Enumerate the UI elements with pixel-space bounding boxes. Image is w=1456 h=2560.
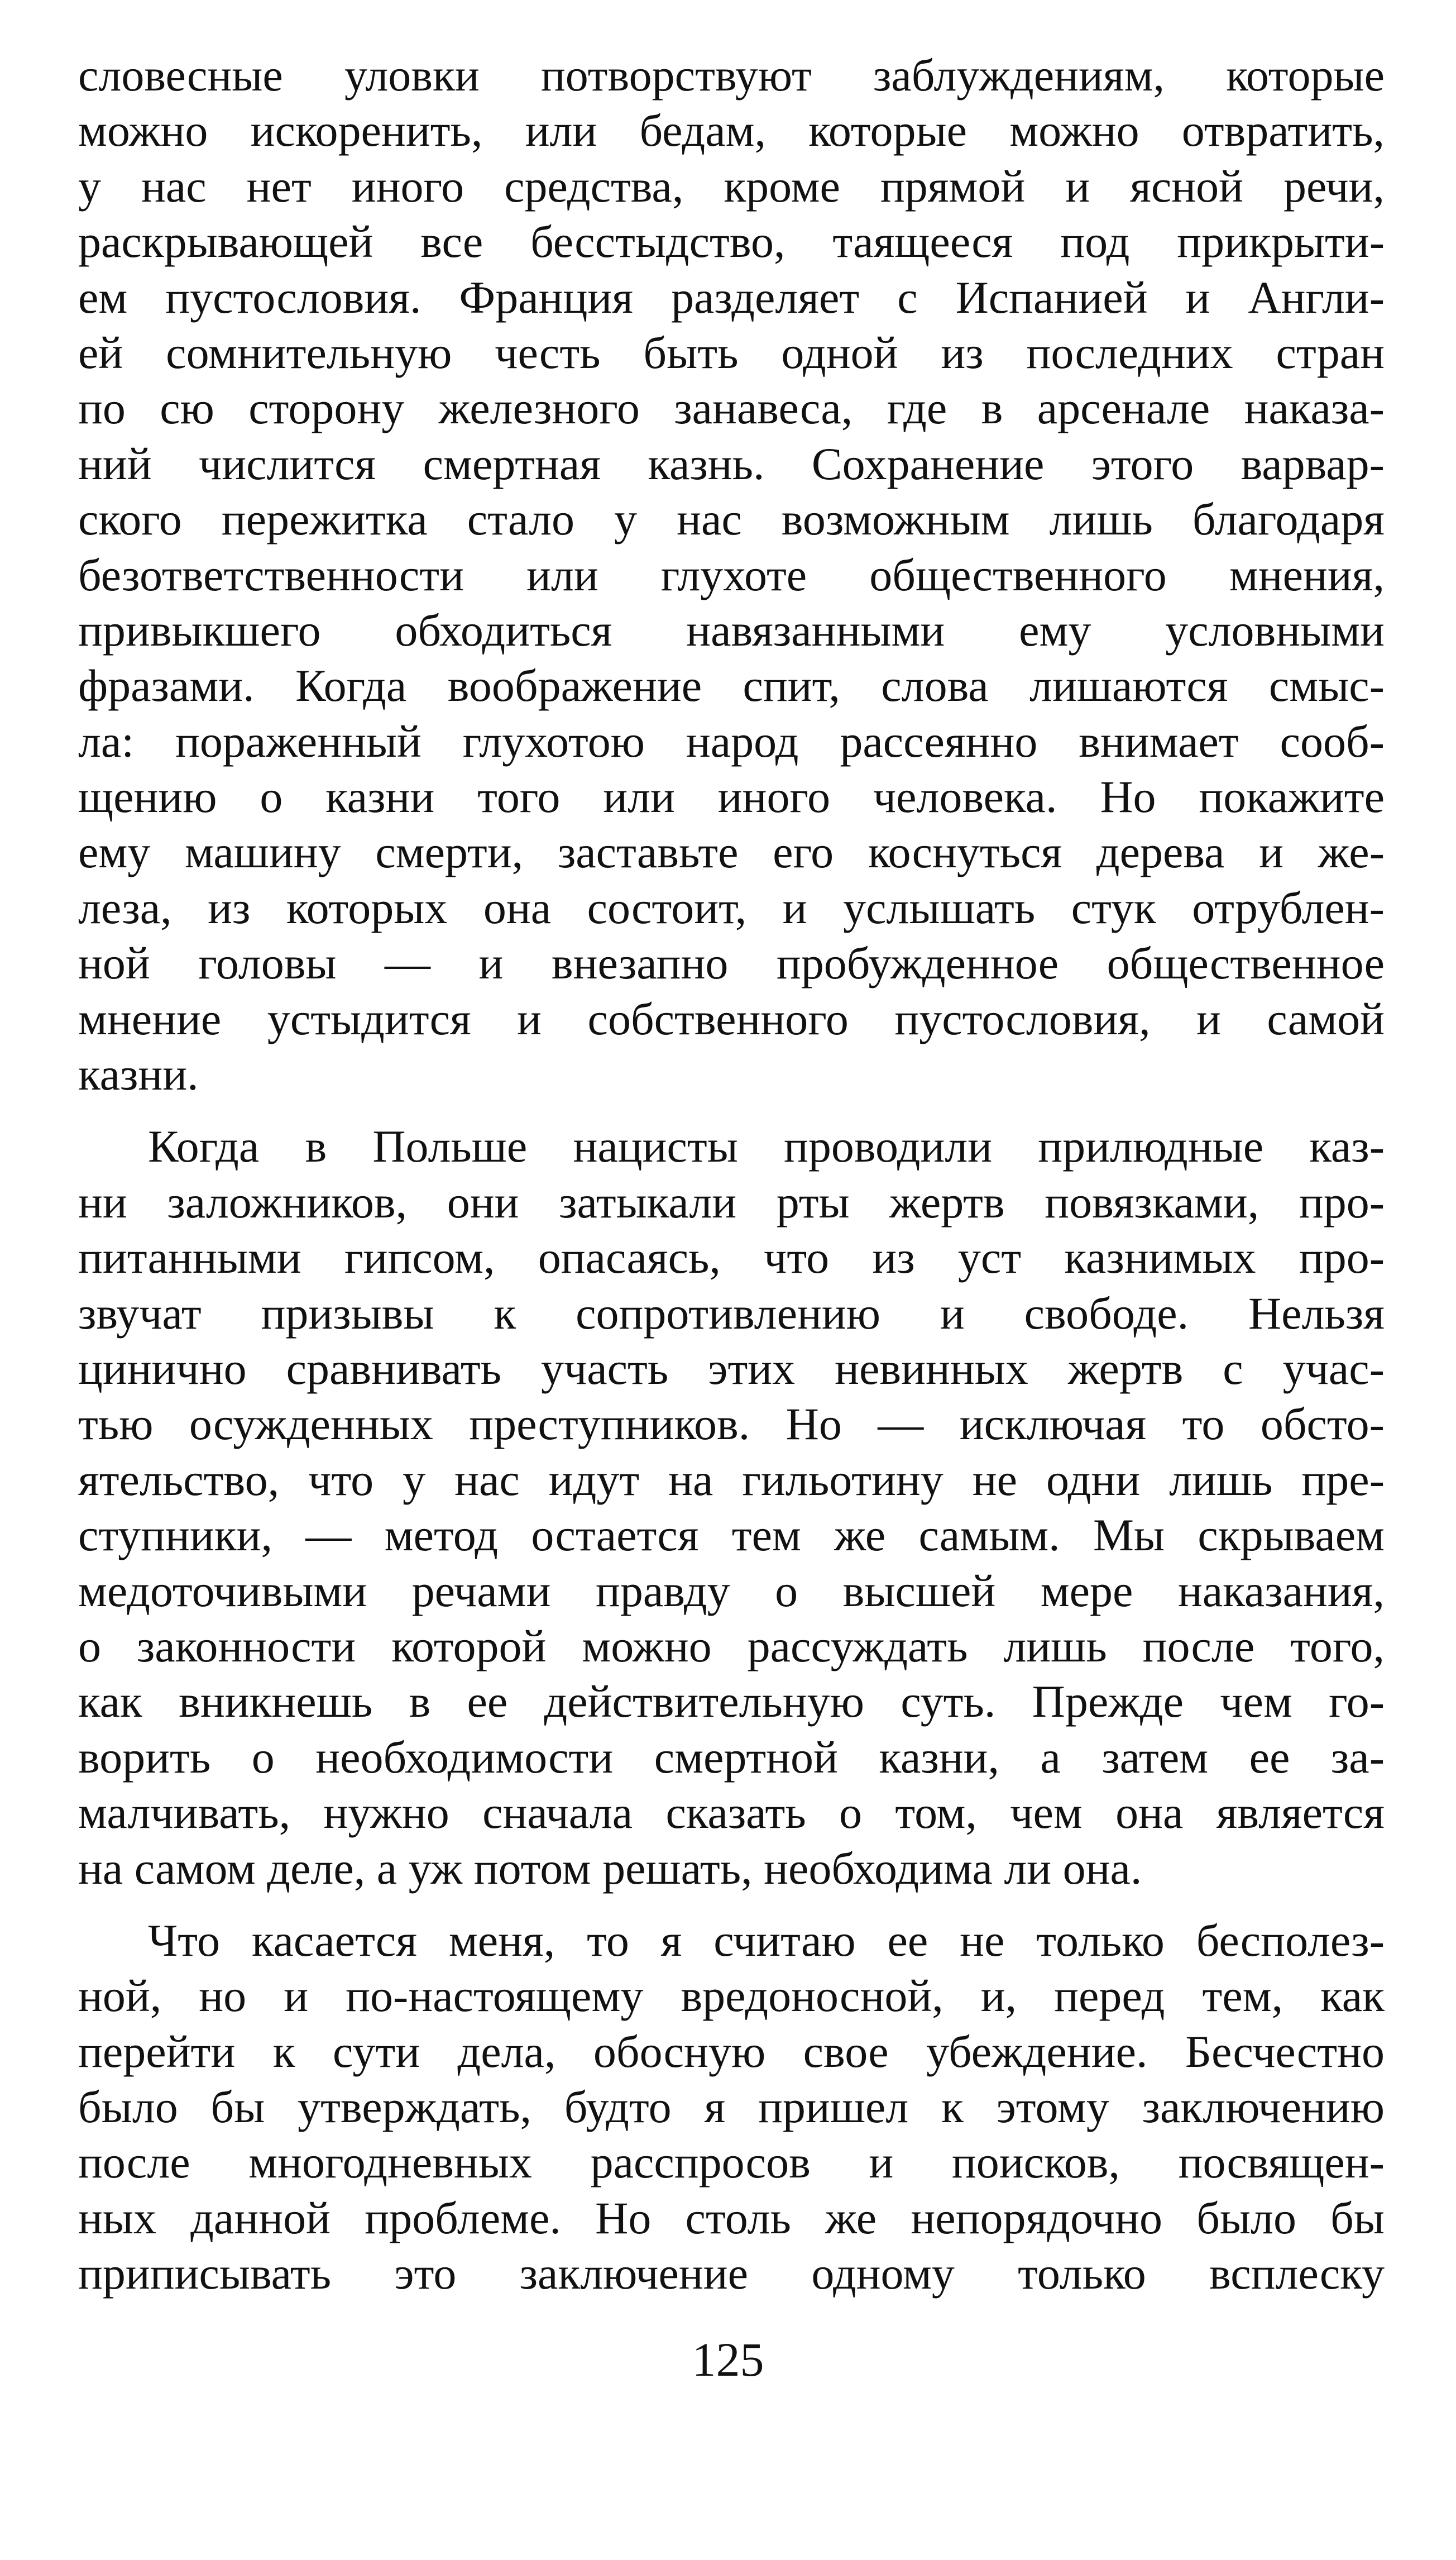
text-line: малчивать, нужно сначала сказать о том, чем она является bbox=[78, 1787, 1385, 1838]
text-line: леза, из которых она состоит, и услышать стук отрублен- bbox=[78, 882, 1385, 933]
text-line: на самом деле, а уж потом решать, необходима ли она. bbox=[78, 1842, 1142, 1894]
text-line: ей сомнительную честь быть одной из последних стран bbox=[78, 327, 1385, 378]
text-line: ной головы — и внезапно пробужденное общественное bbox=[78, 938, 1385, 989]
text-line: словесные уловки потворствуют заблуждениям, которые bbox=[78, 50, 1385, 101]
text-line: ных данной проблеме. Но столь же непорядочно было бы bbox=[78, 2192, 1385, 2243]
text-line: Когда в Польше нацисты проводили прилюдные каз- bbox=[148, 1121, 1385, 1172]
text-line: у нас нет иного средства, кроме прямой и ясной речи, bbox=[78, 160, 1385, 212]
paragraph-gap bbox=[78, 1896, 1385, 1913]
text-line: Что касается меня, то я считаю ее не только бесполез- bbox=[148, 1914, 1385, 1966]
text-line: цинично сравнивать участь этих невинных жертв с учас- bbox=[78, 1343, 1385, 1394]
text-line: было бы утверждать, будто я пришел к этому заключению bbox=[78, 2081, 1385, 2133]
text-line: ступники, — метод остается тем же самым. Мы скрываем bbox=[78, 1510, 1385, 1561]
text-line: питанными гипсом, опасаясь, что из уст казнимых про- bbox=[78, 1232, 1385, 1283]
text-line: перейти к сути дела, обосную свое убеждение. Бесчестно bbox=[78, 2026, 1385, 2077]
text-line: привыкшего обходиться навязанными ему условными bbox=[78, 604, 1385, 656]
paragraph-gap bbox=[78, 1102, 1385, 1119]
text-line: ему машину смерти, заставьте его коснуться дерева и же- bbox=[78, 827, 1385, 878]
paragraph-2 bbox=[78, 1119, 1385, 1895]
text-line: щению о казни того или иного человека. Но покажите bbox=[78, 771, 1385, 823]
text-line: звучат призывы к сопротивлению и свободе. Нельзя bbox=[78, 1287, 1385, 1339]
text-line: можно искоренить, или бедам, которые можно отвратить, bbox=[78, 105, 1385, 156]
text-line: фразами. Когда воображение спит, слова лишаются смыс- bbox=[78, 660, 1385, 711]
text-line: ворить о необходимости смертной казни, а затем ее за- bbox=[78, 1731, 1385, 1783]
paragraph-3 bbox=[78, 1913, 1385, 2301]
text-line: казни. bbox=[78, 1049, 199, 1100]
text-line: ной, но и по-настоящему вредоносной, и, перед тем, как bbox=[78, 1970, 1385, 2022]
text-line: медоточивыми речами правду о высшей мере наказания, bbox=[78, 1565, 1385, 1616]
text-line: о законности которой можно рассуждать лишь после того, bbox=[78, 1620, 1385, 1671]
text-line: по сю сторону железного занавеса, где в арсенале наказа- bbox=[78, 383, 1385, 434]
text-line: раскрывающей все бесстыдство, таящееся под прикрыти- bbox=[78, 216, 1385, 268]
text-line: тью осужденных преступников. Но — исключая то обсто- bbox=[78, 1398, 1385, 1450]
text-line: ний числится смертная казнь. Сохранение этого варвар- bbox=[78, 438, 1385, 489]
page-number: 125 bbox=[692, 2333, 764, 2386]
paragraph-1 bbox=[78, 47, 1385, 1102]
text-line: ского пережитка стало у нас возможным лишь благодаря bbox=[78, 494, 1385, 545]
text-line: мнение устыдится и собственного пустословия, и самой bbox=[78, 993, 1385, 1044]
text-line: как вникнешь в ее действительную суть. Прежде чем го- bbox=[78, 1676, 1385, 1727]
body-text bbox=[78, 47, 1385, 2301]
text-line: безответственности или глухоте общественного мнения, bbox=[78, 549, 1385, 600]
text-line: ем пустословия. Франция разделяет с Испанией и Англи- bbox=[78, 271, 1385, 323]
text-line: приписывать это заключение одному только всплеску bbox=[78, 2248, 1385, 2299]
text-line: ятельство, что у нас идут на гильотину не одни лишь пре- bbox=[78, 1454, 1385, 1505]
text-line: ла: пораженный глухотою народ рассеянно внимает сооб- bbox=[78, 715, 1385, 767]
text-line: ни заложников, они затыкали рты жертв повязками, про- bbox=[78, 1176, 1385, 1228]
text-line: после многодневных расспросов и поисков, посвящен- bbox=[78, 2137, 1385, 2188]
